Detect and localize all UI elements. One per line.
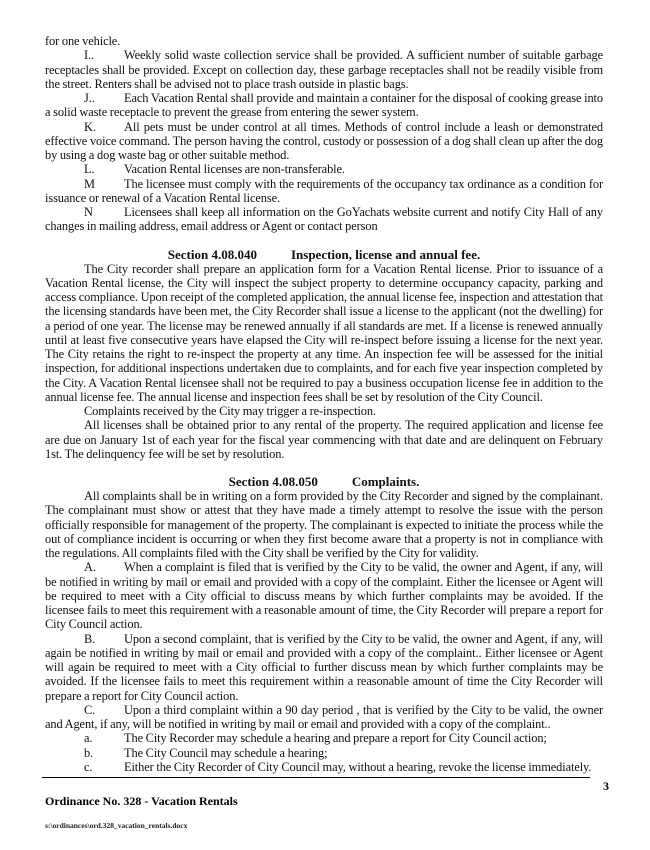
section-number: Section 4.08.050 — [228, 474, 318, 489]
list-item — [45, 120, 603, 163]
item-text: When a complaint is filed that is verified by the City to be valid, the owner and Agent, if any, will be notified in writing by mail or email and provided with a copy of the complaint. Either the licensee or Agent will be required to meet with a City official to discuss means by which further complaints may be avoided. If the licensee fails to meet this requirement with a reasonable amount of time, the City Recorder will prepare a report for City Council action. — [45, 560, 603, 632]
paragraph: All complaints shall be in writing on a form provided by the City Recorder and signed by the complainant. The complainant must show or attest that they have made a timely attempt to resolve the issue with the person officially responsible for management of the property. The complainant is expected to initiate the process while the out of compliance incident is occurring or when they first become aware that a property is not in compliance with the regulations. All complaints filed with the City shall be verified by the City for validity. — [45, 489, 603, 560]
section-title: Inspection, license and annual fee. — [290, 246, 481, 262]
sub-item-text: The City Recorder may schedule a hearing and prepare a report for City Council action; — [124, 731, 547, 746]
item-label: M — [84, 176, 95, 191]
list-item — [45, 560, 603, 631]
section-title: Complaints. — [351, 474, 420, 489]
item-label: J.. — [84, 91, 95, 105]
item-label: A. — [84, 560, 96, 575]
list-item — [45, 205, 603, 234]
page-footer — [45, 777, 609, 830]
document-page — [45, 34, 603, 774]
item-text: Each Vacation Rental shall provide and maintain a container for the disposal of cooking grease into a solid waste receptacle to prevent the grease from entering the sewer system. — [45, 91, 603, 120]
section-heading-040 — [45, 247, 603, 262]
item-label: C. — [84, 702, 96, 717]
item-text: Upon a second complaint, that is verified by the City to be valid, the owner and Agent, if any, will again be notified in writing by mail or email and provided with a copy of the complaint.. Either licensee or Agent will again be required to meet with a City official to further discuss mean by which further complaints may be avoided. If the licensee fails to meet this requirement within a reasonable amount of time the City Recorder will prepare a report for City Council action. — [45, 631, 603, 703]
item-text: All pets must be under control at all times. Methods of control include a leash or demonstrated effective voice command. The person having the control, custody or possession of a dog shall clean up after the dog by using a dog waste bag or other suitable method. — [45, 119, 603, 162]
items-top — [45, 48, 603, 233]
section-heading-050 — [45, 474, 603, 489]
item-label: L. — [84, 162, 95, 177]
sub-item-text: The City Council may schedule a hearing; — [124, 745, 328, 760]
item-text: Vacation Rental licenses are non-transferable. — [124, 162, 345, 177]
section-number: Section 4.08.040 — [167, 246, 257, 262]
footer-title: Ordinance No. 328 - Vacation Rentals — [45, 794, 238, 808]
sub-item — [45, 746, 603, 760]
list-item — [45, 162, 603, 176]
item-label: B. — [84, 631, 96, 646]
paragraph: All licenses shall be obtained prior to any rental of the property. The required application and license fee are due on January 1st of each year for the fiscal year commencing with that date and are delinquent on February 1st. The delinquency fee will be set by resolution. — [45, 418, 603, 461]
page-number: 3 — [603, 779, 609, 793]
item-text: Weekly solid waste collection service shall be provided. A sufficient number of suitable garbage receptacles shall be provided. Except on collection day, these garbage receptacles shall not be readily visible from the street. Renters shall be advised not to place trash outside in plastic bags. — [45, 48, 603, 91]
list-item — [45, 703, 603, 732]
footer-file-path: s:\ordinances\ord.328_vacation_rentals.docx — [45, 821, 188, 830]
list-item — [45, 632, 603, 703]
paragraph: Complaints received by the City may trigger a re-inspection. — [84, 404, 376, 418]
item-label: K. — [84, 119, 96, 134]
sub-item-text: Either the City Recorder of City Council may, without a hearing, revoke the license immediately. — [124, 759, 592, 774]
item-text: Upon a third complaint within a 90 day period , that is verified by the City to be valid, the owner and Agent, if any, will be notified in writing by mail or email and provided with a copy of the complaint.. — [45, 702, 603, 731]
list-item — [45, 48, 603, 91]
item-text: The licensee must comply with the requirements of the occupancy tax ordinance as a condition for issuance or renewal of a Vacation Rental license. — [45, 176, 603, 205]
intro-fragment: for one vehicle. — [45, 34, 121, 48]
item-label: I.. — [84, 48, 95, 63]
sub-item — [45, 731, 603, 745]
sub-item-label: c. — [84, 759, 93, 774]
item-label: N — [84, 205, 93, 219]
item-text: Licensees shall keep all information on the GoYachats website current and notify City Hall of any changes in mailing address, email address or Agent or contact person — [45, 205, 603, 234]
sub-item — [45, 760, 603, 774]
sub-item-label: b. — [84, 745, 94, 760]
list-item — [45, 177, 603, 206]
paragraph: The City recorder shall prepare an application form for a Vacation Rental license. Prior to issuance of a Vacation Rental license, the City will inspect the subject property to determine occupancy capacity, parking and access compliance. Upon receipt of the completed application, the annual license fee, inspection and attestation that the licensing standards have been met, the City Recorder shall issue a license to the applicant (not the dwelling) for a period of one year. The license may be renewed annually if all standards are met. If a license is renewed annually until at least five consecutive years have elapsed the City will re-inspect before issuing a license for the next year. The City retains the right to re-inspect the property at any time. An inspection fee will be assessed for the initial inspection, for additional inspections undertaken due to complaints, and for each five year inspection completed by the City. A Vacation Rental licensee shall not be required to pay a business occupation license fee in addition to the annual license fee. The annual license and inspection fees shall be set by resolution of the City Council. — [45, 261, 603, 404]
sub-item-label: a. — [84, 731, 93, 746]
list-item — [45, 91, 603, 120]
